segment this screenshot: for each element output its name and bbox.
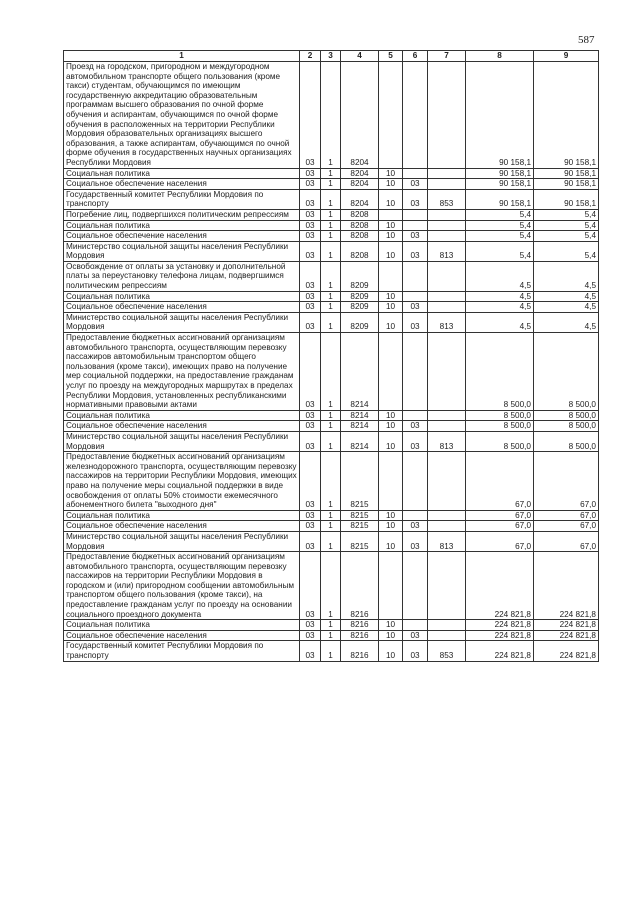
subsection-code: 1 [321, 620, 341, 631]
chapter-code: 10 [379, 641, 403, 661]
amount-1: 90 158,1 [466, 168, 534, 179]
section-code: 03 [300, 312, 321, 332]
chapter-code: 10 [379, 220, 403, 231]
table-row [64, 410, 599, 421]
amount-2: 4,5 [534, 312, 599, 332]
target-code: 8204 [341, 179, 379, 190]
ministry-code [428, 421, 466, 432]
ministry-code [428, 261, 466, 291]
amount-2: 8 500,0 [534, 421, 599, 432]
section-code: 03 [300, 410, 321, 421]
table-row [64, 241, 599, 261]
subsection-code: 1 [321, 189, 341, 209]
row-name: Государственный комитет Республики Мордовия по транспорту [64, 189, 300, 209]
ministry-code: 813 [428, 241, 466, 261]
subsection-code: 1 [321, 261, 341, 291]
row-name: Социальное обеспечение населения [64, 302, 300, 313]
subsection-code: 1 [321, 531, 341, 551]
subchapter-code: 03 [403, 630, 428, 641]
amount-1: 224 821,8 [466, 620, 534, 631]
subchapter-code: 03 [403, 312, 428, 332]
amount-2: 224 821,8 [534, 630, 599, 641]
section-code: 03 [300, 431, 321, 451]
ministry-code [428, 179, 466, 190]
section-code: 03 [300, 168, 321, 179]
section-code: 03 [300, 630, 321, 641]
table-row [64, 641, 599, 661]
amount-2: 90 158,1 [534, 62, 599, 169]
target-code: 8215 [341, 521, 379, 532]
subsection-code: 1 [321, 220, 341, 231]
row-name: Министерство социальной защиты населения Республики Мордовия [64, 431, 300, 451]
amount-1: 8 500,0 [466, 410, 534, 421]
row-name: Социальное обеспечение населения [64, 231, 300, 242]
chapter-code [379, 552, 403, 620]
target-code: 8209 [341, 302, 379, 313]
chapter-code [379, 261, 403, 291]
amount-1: 67,0 [466, 521, 534, 532]
target-code: 8204 [341, 168, 379, 179]
chapter-code: 10 [379, 189, 403, 209]
chapter-code: 10 [379, 431, 403, 451]
subchapter-code [403, 62, 428, 169]
subsection-code: 1 [321, 421, 341, 432]
target-code: 8216 [341, 641, 379, 661]
target-code: 8216 [341, 630, 379, 641]
amount-2: 8 500,0 [534, 431, 599, 451]
chapter-code: 10 [379, 510, 403, 521]
target-code: 8208 [341, 220, 379, 231]
subsection-code: 1 [321, 291, 341, 302]
amount-1: 8 500,0 [466, 333, 534, 411]
ministry-code: 813 [428, 531, 466, 551]
subsection-code: 1 [321, 333, 341, 411]
subsection-code: 1 [321, 62, 341, 169]
row-name: Министерство социальной защиты населения Республики Мордовия [64, 241, 300, 261]
ministry-code [428, 62, 466, 169]
chapter-code: 10 [379, 302, 403, 313]
amount-2: 5,4 [534, 241, 599, 261]
subsection-code: 1 [321, 641, 341, 661]
subsection-code: 1 [321, 312, 341, 332]
amount-2: 90 158,1 [534, 189, 599, 209]
chapter-code: 10 [379, 241, 403, 261]
chapter-code: 10 [379, 410, 403, 421]
subchapter-code: 03 [403, 431, 428, 451]
subchapter-code: 03 [403, 189, 428, 209]
row-name: Предоставление бюджетных ассигнований организациям автомобильного транспорта, осуществляющим перевозку пассажиров автомобильным транспортом общего пользования (кроме такси), имеющих право на получение мер социальной поддержки, на предоставление гражданам услуг по проезду на междугородных маршрутах в пределах Республики Мордовия, установленных республиканскими нормативными правовыми актами [64, 333, 300, 411]
table-row [64, 552, 599, 620]
amount-2: 5,4 [534, 220, 599, 231]
ministry-code [428, 620, 466, 631]
subsection-code: 1 [321, 552, 341, 620]
subchapter-code: 03 [403, 302, 428, 313]
header-cell: 2 [300, 51, 321, 62]
subsection-code: 1 [321, 168, 341, 179]
amount-1: 224 821,8 [466, 552, 534, 620]
section-code: 03 [300, 552, 321, 620]
ministry-code [428, 220, 466, 231]
subchapter-code [403, 220, 428, 231]
ministry-code [428, 333, 466, 411]
chapter-code: 10 [379, 168, 403, 179]
chapter-code [379, 452, 403, 511]
subsection-code: 1 [321, 231, 341, 242]
section-code: 03 [300, 510, 321, 521]
ministry-code: 853 [428, 641, 466, 661]
amount-1: 90 158,1 [466, 179, 534, 190]
chapter-code: 10 [379, 291, 403, 302]
subchapter-code [403, 452, 428, 511]
subsection-code: 1 [321, 630, 341, 641]
amount-2: 4,5 [534, 291, 599, 302]
row-name: Социальная политика [64, 410, 300, 421]
table-row [64, 421, 599, 432]
subsection-code: 1 [321, 302, 341, 313]
target-code: 8216 [341, 620, 379, 631]
row-name: Освобождение от оплаты за установку и дополнительной платы за переустановку телефона лицам, подвергшимся политическим репрессиям [64, 261, 300, 291]
ministry-code [428, 291, 466, 302]
section-code: 03 [300, 333, 321, 411]
table-row [64, 431, 599, 451]
amount-2: 8 500,0 [534, 333, 599, 411]
subchapter-code: 03 [403, 521, 428, 532]
target-code: 8208 [341, 209, 379, 220]
chapter-code: 10 [379, 312, 403, 332]
table-row [64, 531, 599, 551]
chapter-code: 10 [379, 179, 403, 190]
amount-1: 5,4 [466, 220, 534, 231]
subsection-code: 1 [321, 510, 341, 521]
subchapter-code [403, 291, 428, 302]
amount-2: 90 158,1 [534, 168, 599, 179]
amount-1: 224 821,8 [466, 630, 534, 641]
ministry-code [428, 168, 466, 179]
table-row [64, 179, 599, 190]
amount-1: 5,4 [466, 241, 534, 261]
ministry-code [428, 510, 466, 521]
chapter-code: 10 [379, 521, 403, 532]
amount-2: 224 821,8 [534, 620, 599, 631]
ministry-code: 813 [428, 431, 466, 451]
amount-2: 5,4 [534, 209, 599, 220]
amount-2: 4,5 [534, 261, 599, 291]
section-code: 03 [300, 241, 321, 261]
row-name: Социальная политика [64, 510, 300, 521]
subchapter-code [403, 209, 428, 220]
amount-1: 4,5 [466, 261, 534, 291]
ministry-code [428, 452, 466, 511]
section-code: 03 [300, 302, 321, 313]
subchapter-code: 03 [403, 641, 428, 661]
row-name: Социальное обеспечение населения [64, 179, 300, 190]
target-code: 8209 [341, 261, 379, 291]
table-row [64, 333, 599, 411]
subsection-code: 1 [321, 410, 341, 421]
table-row [64, 302, 599, 313]
section-code: 03 [300, 531, 321, 551]
table-row [64, 291, 599, 302]
ministry-code [428, 410, 466, 421]
subchapter-code [403, 510, 428, 521]
target-code: 8208 [341, 231, 379, 242]
amount-2: 8 500,0 [534, 410, 599, 421]
header-cell: 5 [379, 51, 403, 62]
row-name: Предоставление бюджетных ассигнований организациям автомобильного транспорта, осуществляющим перевозку пассажиров на территории Республики Мордовия в городском и (или) пригородном сообщении автомобильным транспортом общего пользования (кроме такси), на предоставление гражданам услуг по проезду на основании социального проездного документа [64, 552, 300, 620]
table-row [64, 209, 599, 220]
table-row [64, 189, 599, 209]
amount-2: 90 158,1 [534, 179, 599, 190]
target-code: 8214 [341, 333, 379, 411]
header-cell: 9 [534, 51, 599, 62]
subchapter-code [403, 620, 428, 631]
amount-1: 5,4 [466, 231, 534, 242]
header-cell: 7 [428, 51, 466, 62]
subchapter-code [403, 410, 428, 421]
subchapter-code [403, 261, 428, 291]
ministry-code [428, 630, 466, 641]
row-name: Государственный комитет Республики Мордовия по транспорту [64, 641, 300, 661]
chapter-code: 10 [379, 620, 403, 631]
section-code: 03 [300, 641, 321, 661]
subsection-code: 1 [321, 241, 341, 261]
amount-1: 8 500,0 [466, 421, 534, 432]
table-body [64, 51, 599, 662]
table-row [64, 168, 599, 179]
header-cell: 1 [64, 51, 300, 62]
amount-2: 67,0 [534, 531, 599, 551]
header-cell: 8 [466, 51, 534, 62]
table-row [64, 231, 599, 242]
section-code: 03 [300, 62, 321, 169]
subsection-code: 1 [321, 452, 341, 511]
table-row [64, 620, 599, 631]
amount-1: 5,4 [466, 209, 534, 220]
subchapter-code: 03 [403, 231, 428, 242]
ministry-code: 853 [428, 189, 466, 209]
amount-2: 67,0 [534, 521, 599, 532]
target-code: 8214 [341, 421, 379, 432]
chapter-code: 10 [379, 231, 403, 242]
target-code: 8215 [341, 452, 379, 511]
target-code: 8208 [341, 241, 379, 261]
amount-2: 224 821,8 [534, 641, 599, 661]
target-code: 8209 [341, 291, 379, 302]
section-code: 03 [300, 521, 321, 532]
subsection-code: 1 [321, 179, 341, 190]
row-name: Проезд на городском, пригородном и междугородном автомобильном транспорте общего пользования (кроме такси) студентам, обучающимся по имеющим государственную аккредитацию образовательным программам высшего образования по очной форме обучения и аспирантам, обучающимся по очной форме обучения в расположенных на территории Республики Мордовия образовательных организациях высшего образования, а также аспирантам, обучающимся по очной форме обучения в государственных научных организациях Республики Мордовия [64, 62, 300, 169]
subsection-code: 1 [321, 521, 341, 532]
subchapter-code: 03 [403, 531, 428, 551]
target-code: 8204 [341, 189, 379, 209]
amount-2: 224 821,8 [534, 552, 599, 620]
chapter-code: 10 [379, 421, 403, 432]
section-code: 03 [300, 209, 321, 220]
subchapter-code: 03 [403, 179, 428, 190]
target-code: 8215 [341, 531, 379, 551]
amount-1: 4,5 [466, 312, 534, 332]
table-row [64, 261, 599, 291]
chapter-code [379, 209, 403, 220]
row-name: Социальное обеспечение населения [64, 630, 300, 641]
page-number: 587 [578, 34, 595, 46]
row-name: Социальная политика [64, 291, 300, 302]
amount-1: 4,5 [466, 291, 534, 302]
header-cell: 6 [403, 51, 428, 62]
row-name: Социальное обеспечение населения [64, 421, 300, 432]
section-code: 03 [300, 179, 321, 190]
row-name: Социальное обеспечение населения [64, 521, 300, 532]
target-code: 8214 [341, 431, 379, 451]
table-row [64, 521, 599, 532]
amount-1: 90 158,1 [466, 189, 534, 209]
subsection-code: 1 [321, 209, 341, 220]
section-code: 03 [300, 231, 321, 242]
chapter-code: 10 [379, 630, 403, 641]
chapter-code [379, 333, 403, 411]
ministry-code [428, 302, 466, 313]
row-name: Социальная политика [64, 168, 300, 179]
amount-1: 90 158,1 [466, 62, 534, 169]
budget-table [63, 50, 599, 662]
amount-2: 67,0 [534, 510, 599, 521]
table-row [64, 62, 599, 169]
amount-1: 224 821,8 [466, 641, 534, 661]
ministry-code [428, 231, 466, 242]
subchapter-code [403, 333, 428, 411]
section-code: 03 [300, 261, 321, 291]
section-code: 03 [300, 421, 321, 432]
section-code: 03 [300, 220, 321, 231]
section-code: 03 [300, 189, 321, 209]
row-name: Социальная политика [64, 220, 300, 231]
amount-2: 5,4 [534, 231, 599, 242]
amount-1: 4,5 [466, 302, 534, 313]
table-row [64, 510, 599, 521]
subchapter-code: 03 [403, 241, 428, 261]
amount-1: 67,0 [466, 510, 534, 521]
header-cell: 4 [341, 51, 379, 62]
section-code: 03 [300, 452, 321, 511]
row-name: Социальная политика [64, 620, 300, 631]
row-name: Министерство социальной защиты населения Республики Мордовия [64, 531, 300, 551]
ministry-code [428, 552, 466, 620]
target-code: 8204 [341, 62, 379, 169]
row-name: Министерство социальной защиты населения Республики Мордовия [64, 312, 300, 332]
amount-1: 67,0 [466, 452, 534, 511]
ministry-code [428, 209, 466, 220]
target-code: 8214 [341, 410, 379, 421]
amount-1: 67,0 [466, 531, 534, 551]
section-code: 03 [300, 291, 321, 302]
subsection-code: 1 [321, 431, 341, 451]
subchapter-code: 03 [403, 421, 428, 432]
subchapter-code [403, 552, 428, 620]
chapter-code [379, 62, 403, 169]
chapter-code: 10 [379, 531, 403, 551]
row-name: Погребение лиц, подвергшихся политическим репрессиям [64, 209, 300, 220]
ministry-code: 813 [428, 312, 466, 332]
table-row [64, 452, 599, 511]
amount-2: 67,0 [534, 452, 599, 511]
subchapter-code [403, 168, 428, 179]
target-code: 8215 [341, 510, 379, 521]
table-row [64, 630, 599, 641]
section-code: 03 [300, 620, 321, 631]
table-row [64, 312, 599, 332]
ministry-code [428, 521, 466, 532]
amount-2: 4,5 [534, 302, 599, 313]
target-code: 8209 [341, 312, 379, 332]
target-code: 8216 [341, 552, 379, 620]
row-name: Предоставление бюджетных ассигнований организациям железнодорожного транспорта, осуществляющим перевозку пассажиров на территории Республики Мордовия, имеющих право на получение меры социальной поддержки в виде освобождения от оплаты 50% стоимости ежемесячного абонементного билета "выходного дня" [64, 452, 300, 511]
table-row [64, 220, 599, 231]
header-row [64, 51, 599, 62]
amount-1: 8 500,0 [466, 431, 534, 451]
header-cell: 3 [321, 51, 341, 62]
